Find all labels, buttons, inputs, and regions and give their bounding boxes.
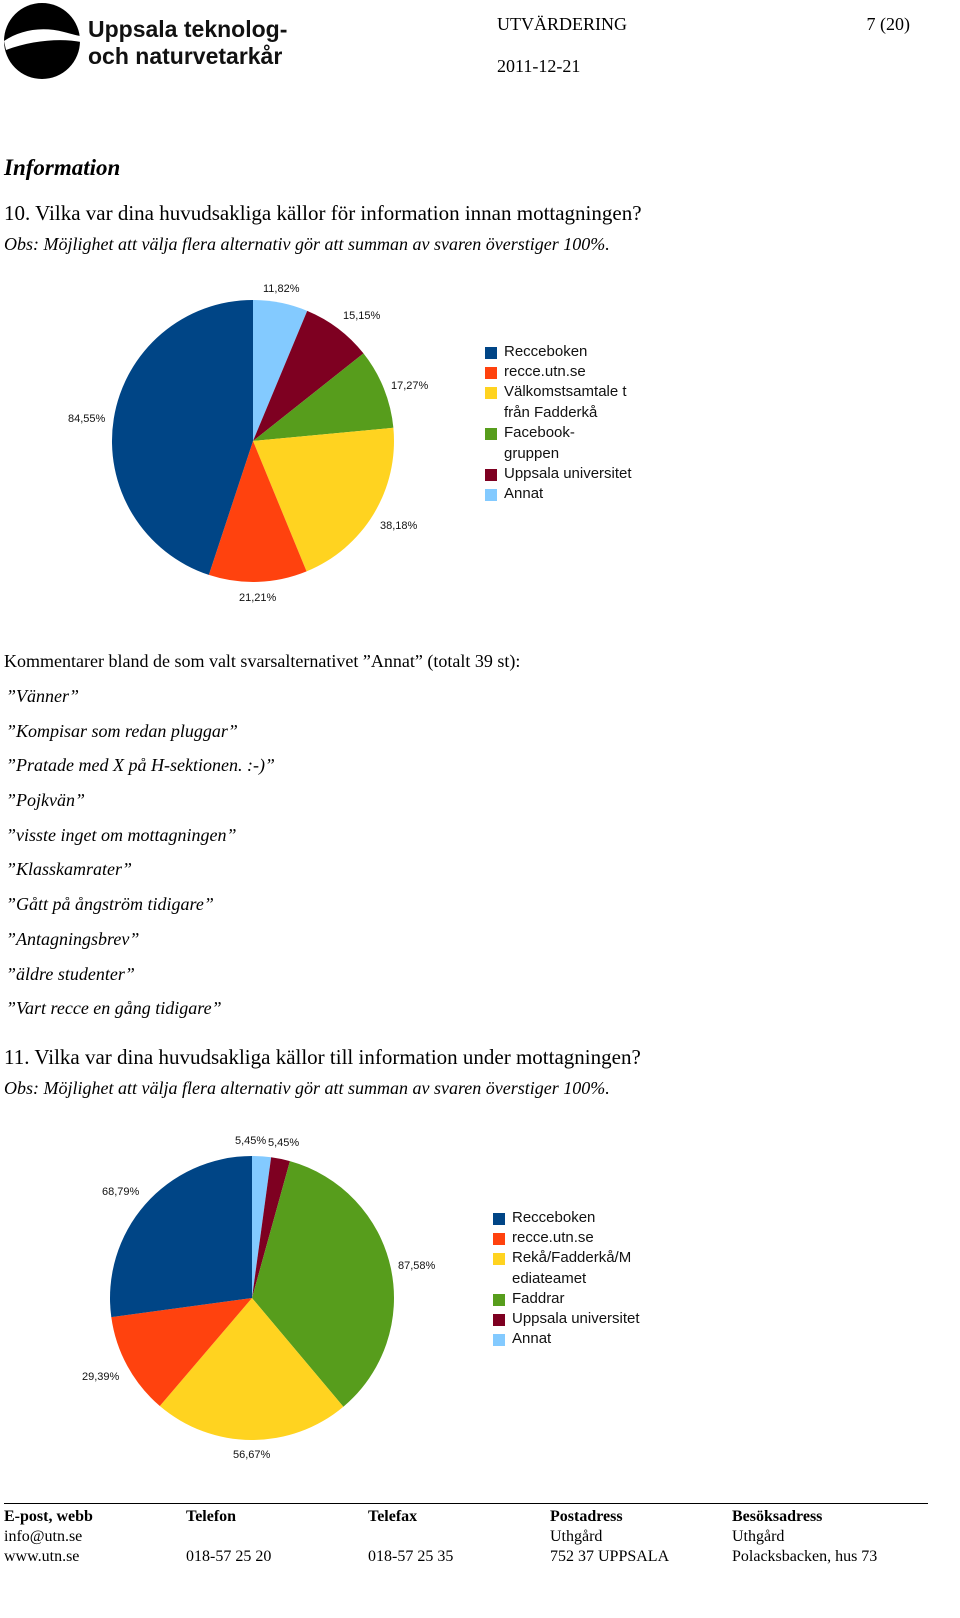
comment-item: ”Pojkvän” <box>6 790 85 811</box>
legend-label: Facebook- gruppen <box>504 424 575 462</box>
utn-logo-icon <box>2 2 82 80</box>
comment-item: ”visste inget om mottagningen” <box>6 824 237 845</box>
legend-swatch <box>493 1314 505 1326</box>
legend-item <box>493 1211 642 1228</box>
comment-item: ”Pratade med X på H-sektionen. :-)” <box>6 755 275 776</box>
footer-heading: E-post, webb <box>4 1508 93 1525</box>
comment-item: ”Kompisar som redan pluggar” <box>6 720 238 741</box>
footer-email-link[interactable]: info@utn.se <box>4 1528 83 1545</box>
comments-list <box>6 686 275 1033</box>
legend-swatch <box>493 1294 505 1306</box>
legend-item <box>485 385 634 423</box>
data-label-annat: 11,82% <box>263 283 300 295</box>
footer-line: Uthgård <box>732 1528 785 1545</box>
legend-label: Uppsala universitet <box>512 1310 640 1327</box>
legend-item <box>485 487 634 504</box>
footer-fax: 018-57 25 35 <box>368 1548 454 1565</box>
legend-item <box>493 1312 642 1329</box>
comments-intro: Kommentarer bland de som valt svarsalternativet ”Annat” (totalt 39 st): <box>4 651 521 671</box>
legend-swatch <box>485 367 497 379</box>
legend-item <box>493 1251 642 1289</box>
legend-label: recce.utn.se <box>512 1229 594 1246</box>
footer-phone: 018-57 25 20 <box>186 1548 272 1565</box>
legend-item <box>493 1292 642 1309</box>
data-label-facebook: 17,27% <box>391 380 429 392</box>
data-label-valkomstsamtal: 38,18% <box>380 520 418 532</box>
logo-line-2: och naturvetarkår <box>88 43 283 69</box>
legend-label: Recceboken <box>504 343 588 360</box>
comment-item: ”Vänner” <box>6 686 80 706</box>
footer-col-visit <box>732 1507 877 1567</box>
footer-heading: Telefax <box>368 1508 418 1525</box>
legend-label: Uppsala universitet <box>504 465 632 482</box>
pie-chart-q11 <box>0 1125 480 1475</box>
legend-label: Välkomstsamtale t från Fadderkå <box>504 383 627 421</box>
footer-line: 752 37 UPPSALA <box>550 1548 670 1565</box>
data-label-uppsala-universitet: 5,45% <box>268 1137 300 1149</box>
data-label-recceboken: 68,79% <box>102 1186 140 1198</box>
legend-item <box>485 345 634 362</box>
logo-wordmark <box>88 16 287 70</box>
comment-item: ”äldre studenter” <box>6 963 135 984</box>
legend-item <box>493 1332 642 1349</box>
footer-divider <box>4 1503 928 1504</box>
document-date: 2011-12-21 <box>497 56 581 76</box>
data-label-recce-utn: 21,21% <box>239 592 277 604</box>
footer-web-link[interactable]: www.utn.se <box>4 1548 80 1565</box>
footer-col-email <box>4 1507 93 1567</box>
legend-label: Annat <box>512 1330 552 1347</box>
legend-swatch <box>493 1253 505 1265</box>
header <box>0 0 960 90</box>
legend-item <box>493 1231 642 1248</box>
footer-line: Uthgård <box>550 1528 603 1545</box>
comment-item: ”Antagningsbrev” <box>6 928 140 949</box>
data-label-uppsala-universitet: 15,15% <box>343 310 381 322</box>
legend-item <box>485 467 634 484</box>
footer-heading: Telefon <box>186 1508 237 1525</box>
comment-item: ”Vart recce en gång tidigare” <box>6 998 222 1019</box>
footer-heading: Postadress <box>550 1508 623 1525</box>
document-type: UTVÄRDERING <box>497 14 627 34</box>
legend-label: Annat <box>504 485 544 502</box>
legend-item <box>485 426 634 464</box>
data-label-reka-fadderka: 56,67% <box>233 1449 271 1461</box>
legend-swatch <box>485 428 497 440</box>
data-label-faddrar: 87,58% <box>398 1260 436 1272</box>
pie-slice-recceboken <box>110 1156 252 1317</box>
page-number: 7 (20) <box>866 14 910 34</box>
pie-chart-q10 <box>0 270 480 620</box>
data-label-annat: 5,45% <box>235 1135 267 1147</box>
legend-item <box>485 365 634 382</box>
legend-swatch <box>485 489 497 501</box>
footer-line <box>368 1527 453 1547</box>
question-10: 10. Vilka var dina huvudsakliga källor för information innan mottagningen? <box>4 201 642 225</box>
legend-label: Recceboken <box>512 1209 596 1226</box>
chart-q10 <box>0 270 700 620</box>
legend-swatch <box>493 1213 505 1225</box>
legend-swatch <box>493 1233 505 1245</box>
data-label-recceboken: 84,55% <box>68 413 106 425</box>
footer-col-postal <box>550 1507 669 1567</box>
question-11-note: Obs: Möjlighet att välja flera alternativ gör att summan av svaren överstiger 100%. <box>4 1078 610 1098</box>
legend-q10 <box>485 345 634 507</box>
legend-label: Rekå/Fadderkå/M ediateamet <box>512 1249 632 1287</box>
question-10-note: Obs: Möjlighet att välja flera alternativ gör att summan av svaren överstiger 100%. <box>4 234 610 254</box>
footer-line <box>186 1527 271 1547</box>
footer-line: Polacksbacken, hus 73 <box>732 1548 878 1565</box>
comment-item: ”Klasskamrater” <box>6 859 133 880</box>
logo-line-1: Uppsala teknolog- <box>88 16 288 42</box>
legend-label: Faddrar <box>512 1290 565 1307</box>
footer-heading: Besöksadress <box>732 1508 823 1525</box>
legend-label: recce.utn.se <box>504 363 586 380</box>
data-label-recce-utn: 29,39% <box>82 1371 120 1383</box>
section-title: Information <box>4 155 121 180</box>
legend-swatch <box>485 469 497 481</box>
legend-swatch <box>493 1334 505 1346</box>
legend-swatch <box>485 347 497 359</box>
question-11: 11. Vilka var dina huvudsakliga källor till information under mottagningen? <box>4 1045 641 1069</box>
footer-col-fax <box>368 1507 453 1567</box>
legend-q11 <box>493 1211 642 1352</box>
legend-swatch <box>485 387 497 399</box>
footer-col-phone <box>186 1507 271 1567</box>
comment-item: ”Gått på ångström tidigare” <box>6 894 214 915</box>
chart-q11 <box>0 1125 700 1475</box>
